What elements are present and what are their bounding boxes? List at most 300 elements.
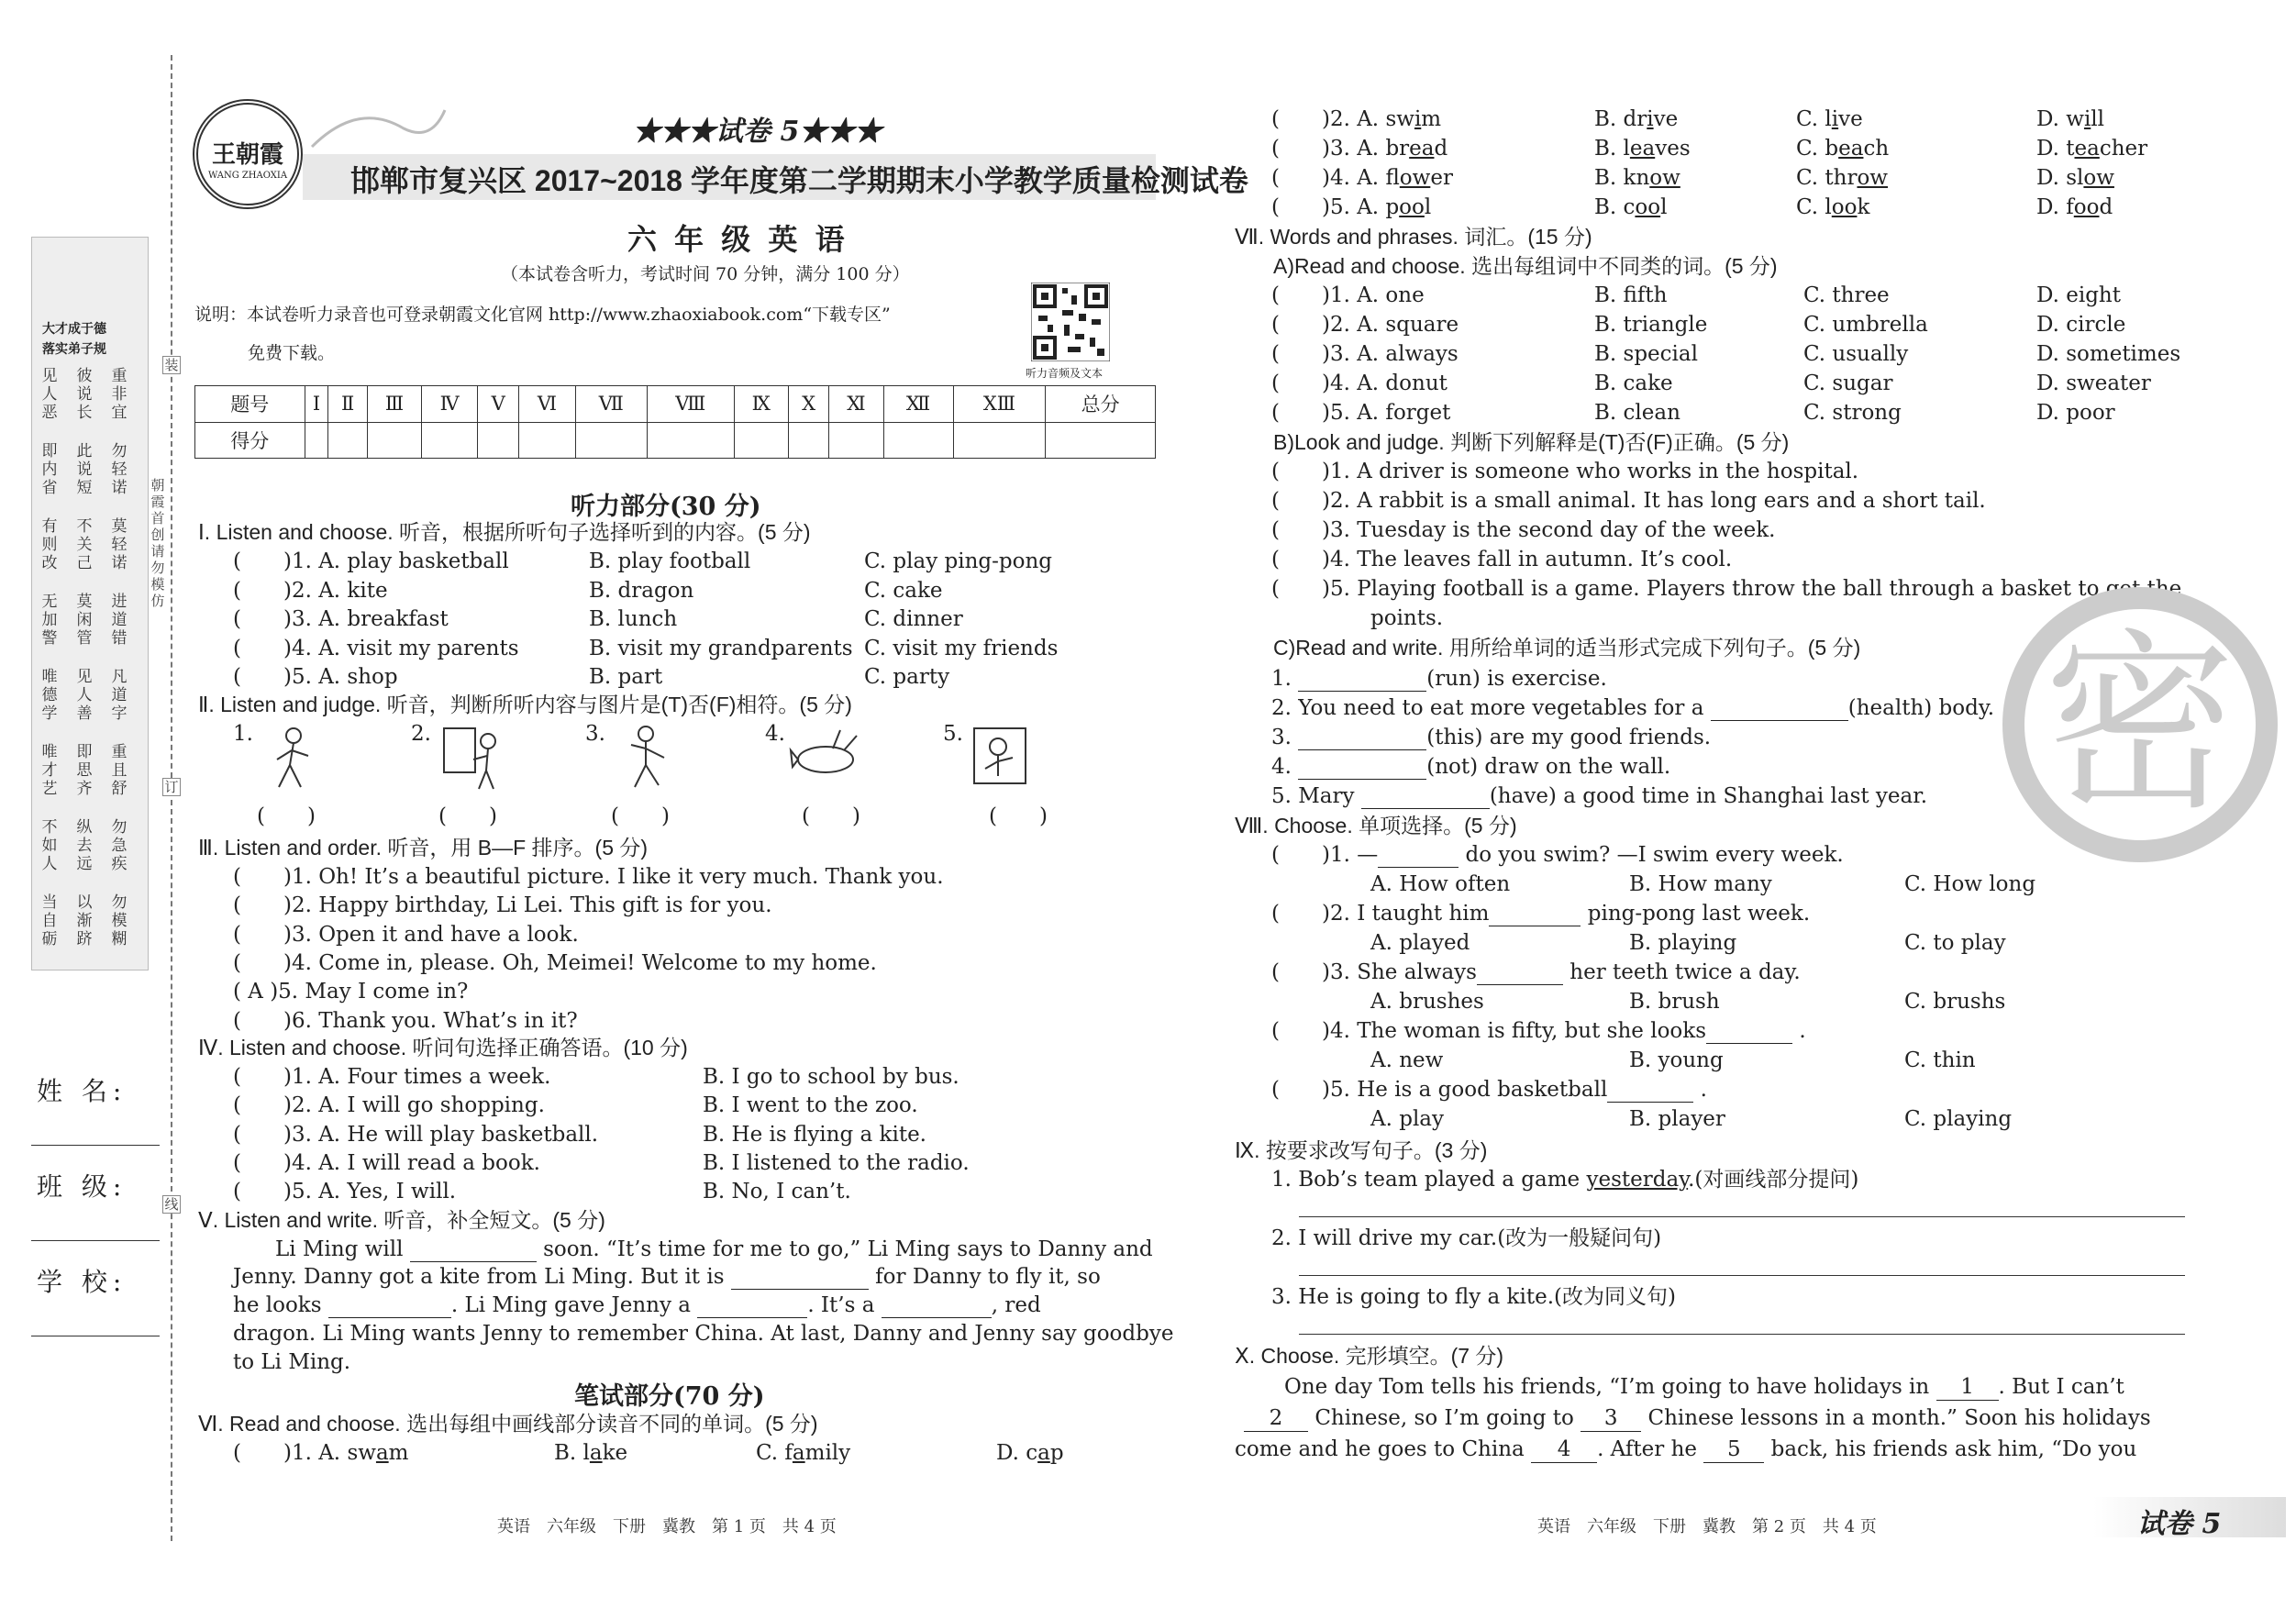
fill-blank[interactable] [1298,760,1426,780]
option-c: C. play ping-pong [864,549,1052,573]
question-text: ( )4. The woman is fifty, but she looks [1271,1019,1707,1043]
score-header-cell: Ⅰ [305,386,328,423]
answer-paren[interactable]: ( ) [989,804,1048,828]
question-text: her teeth twice a day. [1562,960,1801,984]
passage-line-1 [275,1237,1153,1262]
choice-number: ( )2. A. kite [233,578,388,603]
section-10-title: Ⅹ. Choose. 完形填空。(7 分) [1235,1344,1504,1368]
option-b: B. visit my grandparents [589,636,853,660]
word-part: br [1385,137,1410,161]
option-c [756,1440,850,1466]
option-b: B. play football [589,549,751,573]
mc-question [1271,959,1801,985]
option-b [1594,165,1680,191]
choice-number: ( )3. A. [1271,137,1386,161]
cloze-text: come and he goes to China [1235,1437,1525,1461]
rewrite-item [1271,1284,1676,1310]
phonics-item [233,1440,408,1466]
stamp-glyph: 密 [2043,612,2236,837]
option-d-word [2036,107,2104,131]
word-part: cher [2099,137,2148,161]
option-c: C. visit my friends [864,636,1059,660]
answer-paren[interactable]: ( ) [257,804,316,828]
option-c [1796,136,1889,161]
choice-number: ( )4. A. visit my parents [233,636,519,660]
option-b: B. I go to school by bus. [703,1065,959,1089]
word-part: l [1660,195,1668,219]
motto-column: 即内省 [41,442,58,497]
section-8-title: Ⅷ. Choose. 单项选择。(5 分) [1235,814,1517,837]
word-part: l [1424,195,1432,219]
score-table [194,385,1156,459]
fill-prefix: 1. [1271,667,1299,691]
word-part: m [1421,107,1442,131]
motto-column: 不关己 [76,517,93,572]
option-a: ( )4. A. I will read a book. [233,1150,540,1175]
word-part: ves [1655,137,1691,161]
school-label: 学 校: [37,1267,128,1297]
motto-column: 莫轻诺 [111,517,128,572]
blank-2[interactable] [731,1270,869,1290]
passage-text: . It’s a [807,1293,875,1317]
fill-prefix: 5. Mary [1271,784,1361,808]
underlined-letters: oo [1635,195,1661,219]
word-part: D. f [2036,195,2074,219]
score-cell[interactable] [1046,422,1156,459]
option-c: C. playing [1904,1107,2013,1131]
underlined-letters: a [375,1441,389,1465]
motto-column: 当自砺 [41,893,58,948]
answer-line[interactable] [1299,1216,2185,1217]
word-part: sw [347,1441,376,1465]
word-part: ve [1838,107,1863,131]
passage-text: . Li Ming gave Jenny a [450,1293,691,1317]
passage-line-3 [233,1292,1041,1318]
word-part: B. c [1594,195,1636,219]
binding-margin [0,0,179,1597]
choice-number: ( )5. A. shop [233,665,398,689]
rewrite-text: 3. He is going to fly a kite.(改为同义句) [1271,1285,1676,1309]
option-c [1796,165,1888,191]
word-part: sw [1385,107,1414,131]
word-part: B. l [1594,137,1630,161]
passage-text: Li Ming will [275,1237,404,1261]
fill-item [1271,666,1607,692]
motto-column: 见人恶 [41,367,58,422]
choice-number: ( )4. A. [1271,166,1386,190]
option-b: B. brush [1629,990,1720,1014]
answer-line[interactable] [1299,1334,2185,1335]
option-c-word [1796,166,1888,190]
answer-blank[interactable] [1706,1024,1792,1044]
section-7c-title: C)Read and write. 用所给单词的适当形式完成下列句子。(5 分) [1273,636,1861,660]
underlined-letters: ow [1649,166,1680,190]
option-b: B. How many [1629,872,1772,896]
blank-5[interactable] [882,1298,992,1318]
option-b: B. I listened to the radio. [703,1150,970,1175]
download-note-2: 免费下载。 [248,343,336,363]
section-9-title: Ⅸ. 按要求改写句子。(3 分) [1235,1138,1488,1162]
judge-item: ( )1. A driver is someone who works in the hospital. [1271,460,1859,483]
class-field[interactable] [31,1240,160,1241]
order-item: ( )3. Open it and have a look. [233,922,579,947]
picture-4-icon [789,723,862,791]
word-part: ch [1863,137,1890,161]
rewrite-text: 2. I will drive my car.(改为一般疑问句) [1271,1226,1662,1250]
exam-note: （本试卷含听力，考试时间 70 分钟，满分 100 分） [501,264,910,284]
order-item: ( )4. Come in, please. Oh, Meimei! Welcome to my home. [233,950,877,975]
option-a: ( )1. A. Four times a week. [233,1065,551,1089]
word-part: d [1434,137,1448,161]
option-b: B. young [1629,1048,1724,1072]
picture-label: 1. [233,722,253,746]
score-cell[interactable] [328,422,368,459]
word-part: C. l [1796,195,1832,219]
option-d [2036,194,2113,220]
underlined-word: yesterday [1586,1168,1689,1192]
motto-bottom: 落实弟子规 [42,342,106,357]
question-text: ( )2. I taught him [1271,902,1490,926]
score-table-header-row [195,386,1156,423]
underlined-letters: ow [1399,166,1431,190]
score-header-cell: Ⅵ [519,386,576,423]
underlined-letters: a [1037,1441,1050,1465]
option-d-word [2036,137,2147,161]
option-a [1385,107,1441,131]
option-a: ( )2. A. I will go shopping. [233,1093,545,1118]
choice-number: ( )3. A. always [1271,342,1459,366]
answer-paren[interactable]: ( ) [438,804,497,828]
name-label: 姓 名: [37,1076,128,1106]
word-part: fl [1385,166,1400,190]
option-a [1385,137,1447,161]
fill-blank[interactable] [1711,701,1848,721]
mc-question [1271,842,1844,868]
underlined-letters: a [792,1441,805,1465]
passage-line-2 [233,1264,1101,1290]
answer-blank[interactable] [1378,848,1459,868]
answer-blank[interactable] [1477,965,1563,985]
passage-line-4: dragon. Li Ming wants Jenny to remember China. At last, Danny and Jenny say goodbye [233,1322,1174,1346]
fill-suffix: (not) draw on the wall. [1426,755,1671,779]
picture-label: 4. [765,722,785,746]
word-part: d [2099,195,2113,219]
option: C. three [1803,283,1890,307]
no-copy-warning: 朝霞首创 请勿模仿 [150,477,165,609]
answer-paren[interactable]: ( ) [802,804,860,828]
fill-prefix: 2. You need to eat more vegetables for a [1271,696,1711,720]
underlined-letters: ow [1857,166,1888,190]
option: B. clean [1594,401,1680,425]
judge-item: ( )4. The leaves fall in autumn. It’s cool. [1271,548,1733,571]
answer-line[interactable] [1299,1275,2185,1276]
section-2-title: Ⅱ. Listen and judge. 听音，判断所听内容与图片是(T)否(F)相符。(5 分) [198,693,852,716]
cut-line [171,55,172,1541]
judge-item: ( )5. Playing football is a game. Players throw the ball through a basket to get the [1271,577,2182,601]
option-b: B. No, I can’t. [703,1180,851,1204]
cut-mark-2: 订 [162,778,181,796]
score-header-cell: Ⅲ [367,386,421,423]
question-text: do you swim? —I swim every week. [1459,843,1844,867]
cloze-line-1 [1284,1374,2124,1401]
order-item: ( A )5. May I come in? [233,980,469,1004]
option: D. circle [2036,313,2126,337]
option-a: A. brushes [1370,990,1484,1014]
option-b: B. I went to the zoo. [703,1093,918,1118]
option-d-word [2036,195,2113,219]
option-c-word [1796,137,1889,161]
cloze-text: . After he [1597,1437,1697,1461]
cloze-blank-5[interactable]: 5 [1703,1436,1764,1463]
question-text: ( )3. She always [1271,960,1477,984]
option-c-word [756,1441,850,1465]
option-d-word [2036,166,2114,190]
score-cell[interactable] [788,422,828,459]
option-b: B. playing [1629,931,1737,955]
motto-top: 大才成于德 [42,322,106,337]
underlined-letters: i [1414,107,1422,131]
option-c: C. thin [1904,1048,1976,1072]
mc-question [1271,1018,1806,1044]
brand-name: 王朝霞 [211,141,283,169]
option-d [996,1440,1064,1466]
cloze-text: back, his friends ask him, “Do you [1770,1437,2137,1461]
answer-blank[interactable] [1489,906,1581,926]
score-cell[interactable] [575,422,647,459]
brand-name-en: WANG ZHAOXIA [207,171,288,181]
option-b [1594,194,1667,220]
option-c: C. to play [1904,931,2006,955]
fill-suffix: (health) body. [1847,696,1995,720]
option-b-word [1594,107,1678,131]
cloze-blank-4[interactable]: 4 [1531,1436,1597,1463]
score-header-cell: 题号 [195,386,305,423]
option: D. poor [2036,401,2115,425]
word-part: C. f [756,1441,793,1465]
passage-line-5: to Li Ming. [233,1350,351,1374]
fill-blank[interactable] [1298,730,1426,750]
word-part: k [1857,195,1870,219]
score-cell[interactable] [367,422,421,459]
score-cell[interactable] [883,422,953,459]
section-1-title: Ⅰ. Listen and choose. 听音，根据所听句子选择听到的内容。(5 分) [198,520,811,544]
score-header-cell: Ⅱ [328,386,368,423]
score-header-cell: Ⅴ [478,386,519,423]
underlined-letters: ea [1409,137,1435,161]
question-text: ( )1. — [1271,843,1379,867]
picture-label: 3. [585,722,605,746]
fill-item [1271,783,1927,809]
underlined-letters: i [2083,107,2091,131]
fill-blank[interactable] [1361,789,1490,809]
option: C. strong [1803,401,1902,425]
answer-blank[interactable] [1607,1082,1693,1103]
score-cell[interactable] [422,422,478,459]
word-part: C. b [1796,137,1839,161]
section-7-title: Ⅶ. Words and phrases. 词汇。(15 分) [1235,225,1592,249]
judge-item: ( )3. Tuesday is the second day of the week. [1271,518,1776,542]
ribbon-decoration-icon [303,101,449,156]
passage-text: Jenny. Danny got a kite from Li Ming. But it is [233,1265,725,1289]
score-cell[interactable] [734,422,788,459]
listening-part-title: 听力部分(30 分) [571,493,761,521]
motto-column: 唯才艺 [41,743,58,798]
motto-column: 以渐跻 [76,893,93,948]
underlined-letters: ea [2074,137,2100,161]
fill-prefix: 4. [1271,755,1299,779]
option-a [1385,195,1431,219]
word-part: p [1049,1441,1064,1465]
fill-suffix: (have) a good time in Shanghai last year. [1489,784,1928,808]
cloze-text: Chinese lessons in a month.” Soon his holidays [1647,1406,2151,1430]
judge-item: ( )2. A rabbit is a small animal. It has long ears and a short tail. [1271,489,1986,513]
word-part: C. thr [1796,166,1858,190]
option-c-word [1796,107,1863,131]
option-b-word [1594,195,1667,219]
option-c: C. cake [864,578,943,603]
option-d [2036,106,2104,132]
choice-number: ( )5. A. [1271,195,1386,219]
fill-suffix: (run) is exercise. [1426,667,1607,691]
option-c: C. How long [1904,872,2036,896]
word-part: D. sl [2036,166,2084,190]
motto-column: 勿模糊 [111,893,128,948]
motto-column: 重非宜 [111,367,128,422]
written-part-title: 笔试部分(70 分) [574,1382,765,1411]
option-a: A. played [1370,931,1470,955]
choice-number: ( )1. A. [233,1441,348,1465]
picture-1-icon [257,723,330,791]
order-item: ( )6. Thank you. What’s in it? [233,1008,578,1033]
option-a [1385,166,1453,190]
brand-logo [193,99,303,209]
score-cell[interactable] [829,422,883,459]
word-part: C. l [1796,107,1832,131]
option-a: ( )5. A. Yes, I will. [233,1180,457,1204]
blank-4[interactable] [697,1298,807,1318]
score-header-cell: Ⅺ [829,386,883,423]
option-c: C. dinner [864,607,963,631]
passage-text: for Danny to fly it, so [875,1265,1101,1289]
motto-column: 唯德学 [41,668,58,723]
cloze-line-2 [1244,1405,2151,1432]
fill-blank[interactable] [1298,671,1426,692]
cloze-text: One day Tom tells his friends, “I’m going to have holidays in [1284,1375,1930,1399]
option-a: A. play [1370,1107,1445,1131]
choice-number: ( )1. A. play basketball [233,549,509,573]
choice-number: ( )3. A. breakfast [233,607,449,631]
option: B. fifth [1594,283,1668,307]
section-7b-title: B)Look and judge. 判断下列解释是(T)否(F)正确。(5 分) [1273,430,1790,454]
motto-column: 纵去远 [76,818,93,873]
score-header-cell: Ⅹ [788,386,828,423]
cloze-blank-1[interactable]: 1 [1936,1374,1999,1401]
section-3-title: Ⅲ. Listen and order. 听音，用 B—F 排序。(5 分) [198,836,649,859]
order-item: ( )1. Oh! It’s a beautiful picture. I like it very much. Thank you. [233,865,944,889]
qr-code-icon[interactable] [1031,283,1110,361]
answer-paren[interactable]: ( ) [611,804,670,828]
download-note: 说明：本试卷听力录音也可登录朝霞文化官网 http://www.zhaoxiabook.com“下载专区” [194,305,891,325]
section-7b-item5-cont: points. [1370,606,1444,630]
picture-label: 2. [411,722,431,746]
mc-question [1271,901,1810,926]
motto-column: 此说短 [76,442,93,497]
motto-column: 莫闲管 [76,593,93,648]
score-cell[interactable] [647,422,734,459]
score-cell[interactable] [478,422,519,459]
word-part: ve [1653,107,1679,131]
cloze-blank-2[interactable]: 2 [1244,1405,1308,1432]
exam-title: 邯郸市复兴区 2017~2018 学年度第二学期期末小学教学质量检测试卷 [350,164,1248,197]
motto-column: 有则改 [41,517,58,572]
motto-column: 彼说长 [76,367,93,422]
subject-title: 六 年 级 英 语 [627,222,849,257]
option-d [2036,136,2147,161]
name-field[interactable] [31,1145,160,1146]
corner-paper-number: 试卷 5 [2137,1508,2222,1540]
option-d [2036,165,2114,191]
mc-question [1271,1077,1707,1103]
option-b-word [554,1441,627,1465]
underlined-letters: ow [2083,166,2114,190]
option-b: B. lunch [589,607,678,631]
option-b-word [1594,137,1691,161]
option: D. eight [2036,283,2121,307]
option-c [1796,106,1863,132]
phonics-item [1271,194,1431,220]
underlined-letters: i [1647,107,1654,131]
qr-caption: 听力音频及文本 [1026,367,1104,380]
option-d-word [996,1441,1064,1465]
option: D. sometimes [2036,342,2181,366]
fill-item [1271,754,1670,780]
score-cell[interactable] [305,422,328,459]
question-text: . [1693,1078,1707,1102]
word-part: B. l [554,1441,590,1465]
score-row-label: 得分 [195,422,305,459]
class-label: 班 级: [37,1171,128,1202]
picture-label: 5. [943,722,963,746]
picture-5-icon [967,723,1040,791]
cut-mark-3: 线 [162,1195,181,1214]
score-cell[interactable] [519,422,576,459]
choice-number: ( )2. A. [1271,107,1386,131]
option-b [1594,136,1691,161]
order-item: ( )2. Happy birthday, Li Lei. This gift is for you. [233,893,772,918]
score-header-cell: 总分 [1046,386,1156,423]
cloze-blank-3[interactable]: 3 [1581,1405,1641,1432]
option-c: C. party [864,665,950,689]
picture-3-icon [609,723,682,791]
option-a [347,1441,408,1465]
blank-3[interactable] [328,1298,451,1318]
blank-1[interactable] [410,1242,537,1262]
underlined-letters: oo [1399,195,1425,219]
phonics-item [1271,136,1447,161]
cut-mark-1: 装 [162,356,181,374]
score-header-cell: Ⅶ [575,386,647,423]
option-b [554,1440,627,1466]
word-part: ke [602,1441,628,1465]
option: B. special [1594,342,1698,366]
option-c: C. brushs [1904,990,2006,1014]
footer-left: 英语 六年级 下册 冀教 第 1 页 共 4 页 [497,1517,837,1536]
motto-column: 勿急疾 [111,818,128,873]
score-cell[interactable] [953,422,1046,459]
passage-text: soon. “It’s time for me to go,” Li Ming says to Danny and [543,1237,1153,1261]
choice-number: ( )1. A. one [1271,283,1425,307]
motto-column: 无加警 [41,593,58,648]
